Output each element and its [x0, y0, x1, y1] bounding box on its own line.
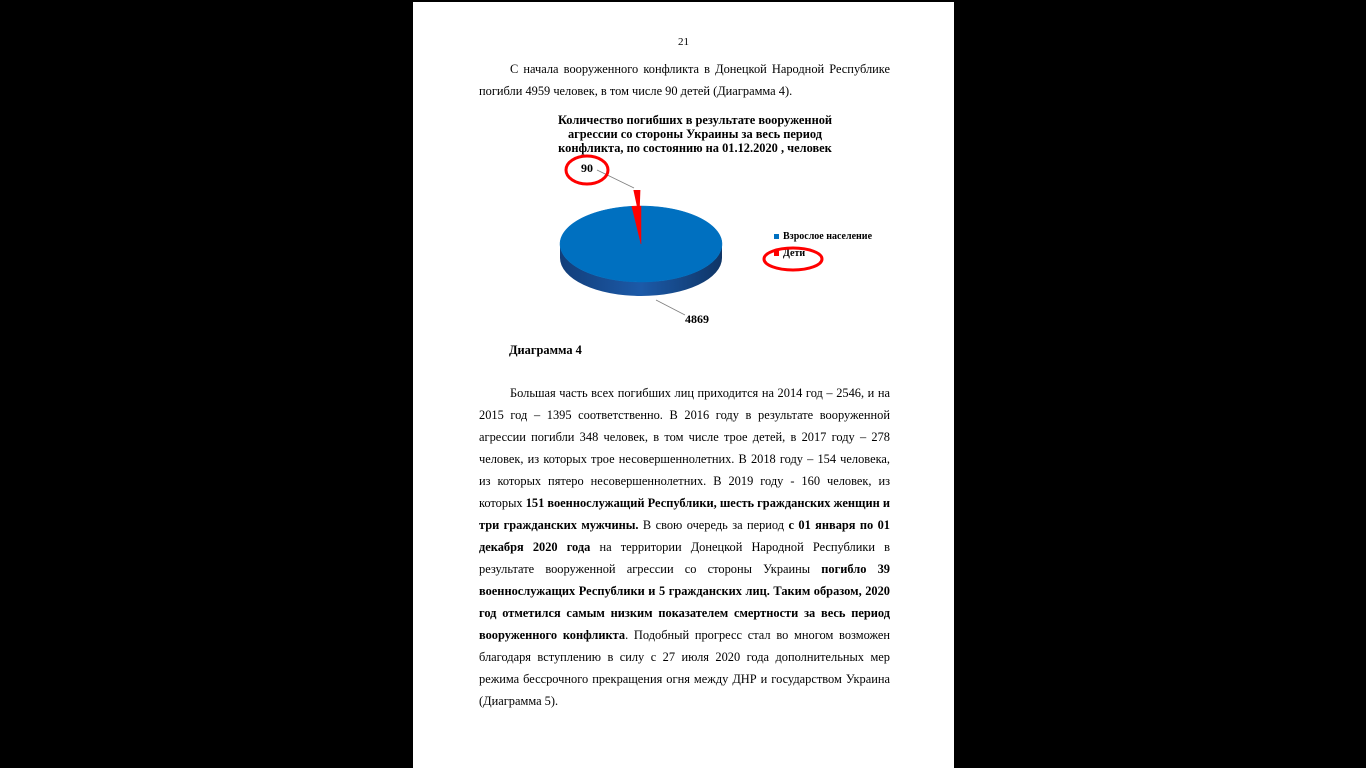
pie-chart: [413, 2, 954, 342]
body-paragraph-run: В свою очередь за период: [638, 518, 789, 532]
body-paragraph: [479, 382, 890, 712]
chart-title: Количество погибших в результате вооруженной агрессии со стороны Украины за весь период конфликта, по состоянию на 01.12.2020 , человек: [557, 113, 833, 155]
diagram-caption: Диаграмма 4: [509, 343, 582, 357]
data-label-adults: 4869: [685, 312, 709, 326]
data-label-children: 90: [581, 161, 593, 175]
legend-label-1: Дети: [783, 248, 806, 259]
body-paragraph-run: 151 военнослужащий Республики, шесть гражданских женщин и три гражданских мужчины.: [479, 496, 890, 532]
page-number: 21: [678, 36, 689, 48]
body-paragraph-run: Большая часть всех погибших лиц приходится на 2014 год – 2546, и на 2015 год – 1395 соответственно. В 2016 году в результате вооруженной агрессии погибли 348 человек, в том числе трое детей, в 2017 году – 278 человек, из которых трое несовершеннолетних. В 2018 году – 154 человека, из которых пятеро несовершеннолетних. В 2019 году - 160 человек, из которых: [479, 386, 890, 510]
body-paragraph-run: с 01 января по 01 декабря 2020 года: [479, 518, 891, 554]
intro-paragraph-text: С начала вооруженного конфликта в Донецкой Народной Республике погибли 4959 человек, в том числе 90 детей (Диаграмма 4).: [479, 62, 890, 98]
leader-line-adults: [656, 300, 685, 315]
body-paragraph-run: . Подобный прогресс стал во многом возможен благодаря вступлению в силу с 27 июля 2020 года дополнительных мер режима бессрочного прекращения огня между ДНР и государством Украина (Диаграмма 5).: [479, 628, 890, 708]
body-paragraph-run: погибло 39 военнослужащих Республики и 5 гражданских лиц. Таким образом, 2020 год отметился самым низким показателем смертности за весь период вооруженного конфликта: [479, 562, 891, 642]
legend-swatch-0: [774, 234, 779, 239]
document-page: [413, 2, 954, 768]
body-paragraph-run: на территории Донецкой Народной Республики в результате вооруженной агрессии со стороны Украины: [479, 540, 890, 576]
legend-label-0: Взрослое население: [783, 231, 873, 242]
